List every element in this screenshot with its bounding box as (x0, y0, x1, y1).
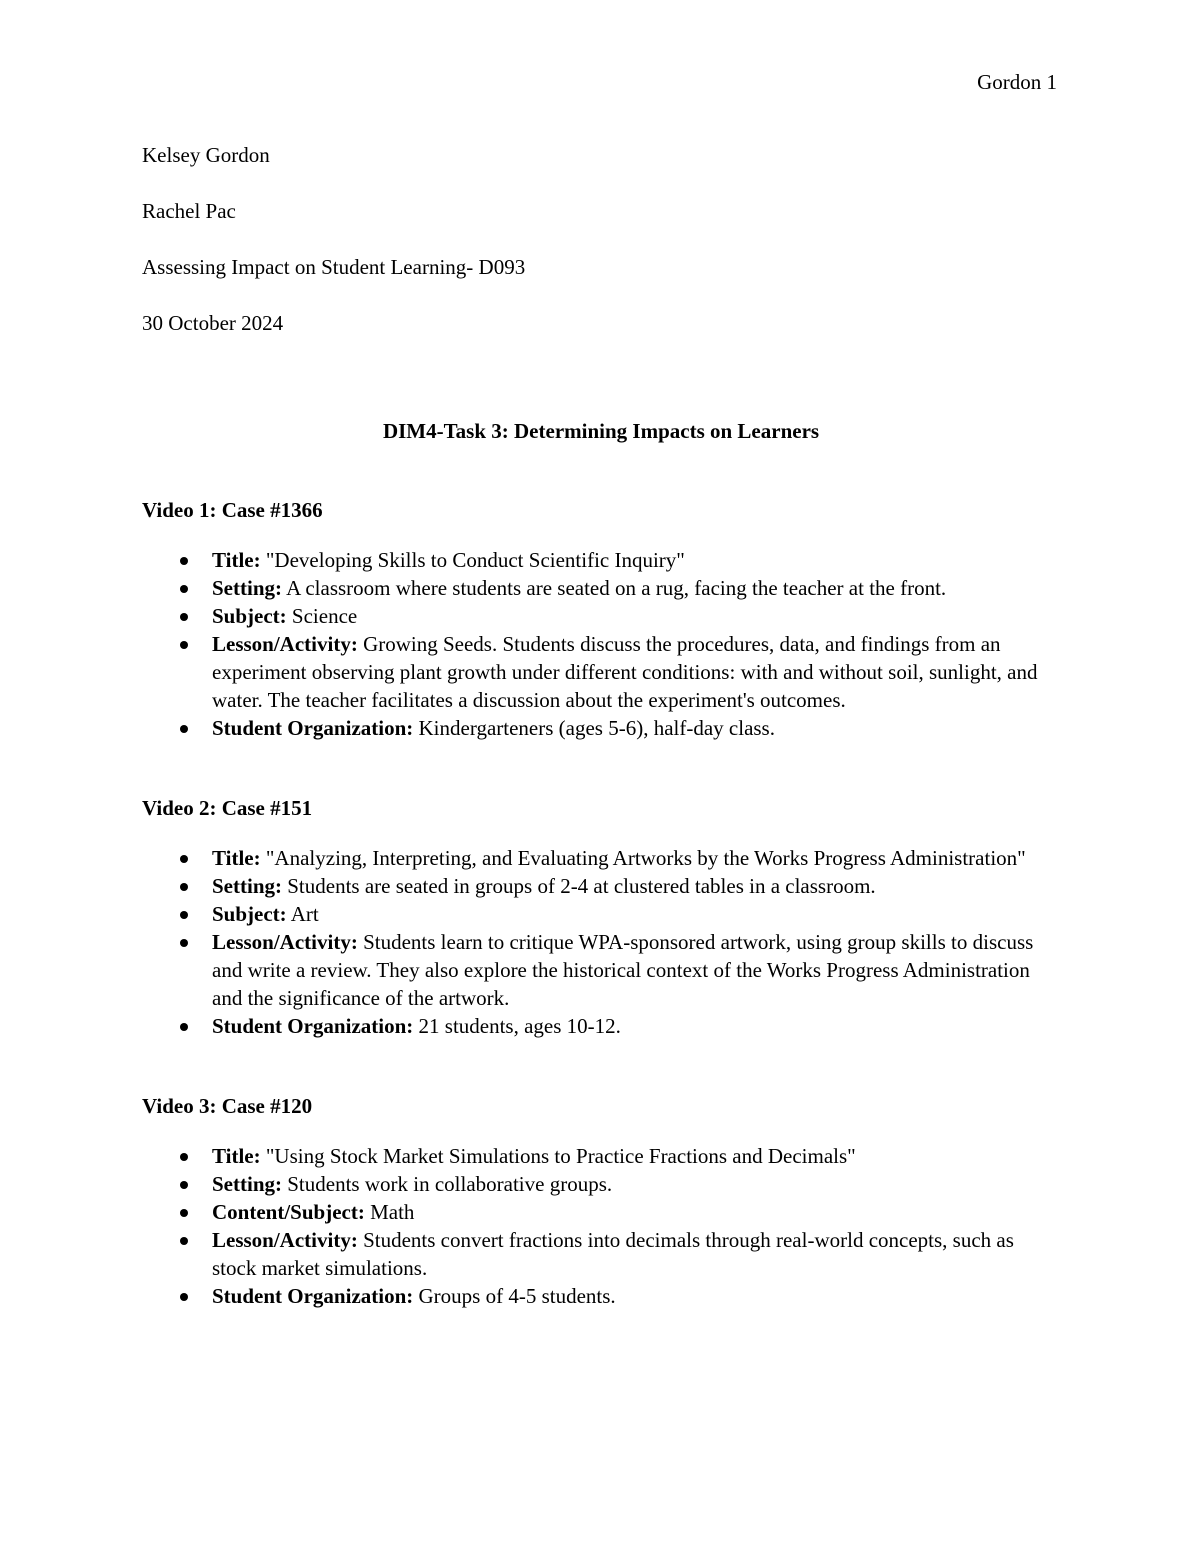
item-text: "Using Stock Market Simulations to Practice Fractions and Decimals" (265, 1144, 856, 1168)
item-text: Math (370, 1200, 415, 1224)
list-item (142, 900, 1060, 928)
item-label: Lesson/Activity: (212, 930, 358, 954)
item-label: Subject: (212, 902, 287, 926)
bullet-icon (180, 1181, 188, 1189)
item-label: Title: (212, 846, 261, 870)
bullet-icon (180, 855, 188, 863)
item-text: "Analyzing, Interpreting, and Evaluating Artworks by the Works Progress Administration" (265, 846, 1026, 870)
list-item (142, 574, 1060, 602)
bullet-icon (180, 725, 188, 733)
item-label: Student Organization: (212, 716, 414, 740)
list-item (142, 602, 1060, 630)
item-label: Setting: (212, 874, 282, 898)
list-item (142, 844, 1060, 872)
bullet-icon (180, 585, 188, 593)
item-text: Science (291, 604, 358, 628)
bullet-icon (180, 613, 188, 621)
item-text: Students convert fractions into decimals through real-world concepts, such as stock market simulations. (212, 1228, 1014, 1280)
bullet-icon (180, 557, 188, 565)
item-label: Title: (212, 1144, 261, 1168)
bullet-icon (180, 1023, 188, 1031)
item-text: 21 students, ages 10-12. (418, 1014, 621, 1038)
bullet-icon (180, 641, 188, 649)
list-item (142, 1282, 1060, 1310)
bullet-icon (180, 883, 188, 891)
item-label: Lesson/Activity: (212, 632, 358, 656)
course-name: Assessing Impact on Student Learning- D093 (142, 255, 526, 279)
item-text: Students learn to critique WPA-sponsored artwork, using group skills to discuss and write a review. They also explore the historical context of the Works Progress Administration and the significance of the artwork. (212, 930, 1034, 1010)
item-text: "Developing Skills to Conduct Scientific Inquiry" (265, 548, 685, 572)
item-label: Setting: (212, 1172, 282, 1196)
item-text: Students are seated in groups of 2-4 at clustered tables in a classroom. (287, 874, 876, 898)
item-label: Title: (212, 548, 261, 572)
document-date: 30 October 2024 (142, 311, 284, 335)
list-item (142, 714, 1060, 742)
video-heading: Video 1: Case #1366 (142, 498, 323, 522)
item-label: Subject: (212, 604, 287, 628)
bullet-icon (180, 911, 188, 919)
item-label: Student Organization: (212, 1014, 414, 1038)
list-item (142, 1012, 1060, 1040)
video-details-list (142, 844, 1060, 1040)
item-text: A classroom where students are seated on a rug, facing the teacher at the front. (286, 576, 947, 600)
item-text: Groups of 4-5 students. (418, 1284, 616, 1308)
item-text: Growing Seeds. Students discuss the procedures, data, and findings from an experiment observing plant growth under different conditions: with and without soil, sunlight, and water. The teacher facilitates a discussion about the experiment's outcomes. (212, 632, 1038, 712)
bullet-icon (180, 1293, 188, 1301)
video-details-list (142, 546, 1060, 742)
item-label: Setting: (212, 576, 282, 600)
student-name: Kelsey Gordon (142, 143, 270, 167)
list-item (142, 546, 1060, 574)
video-heading: Video 3: Case #120 (142, 1094, 313, 1118)
list-item (142, 872, 1060, 900)
list-item (142, 1142, 1060, 1170)
item-label: Student Organization: (212, 1284, 414, 1308)
list-item (142, 928, 1060, 1012)
document-title: DIM4-Task 3: Determining Impacts on Learners (382, 419, 820, 443)
video-details-list (142, 1142, 1060, 1310)
item-text: Art (290, 902, 319, 926)
list-item (142, 1226, 1060, 1282)
document-body (142, 141, 1060, 1310)
bullet-icon (180, 939, 188, 947)
item-label: Lesson/Activity: (212, 1228, 358, 1252)
bullet-icon (180, 1237, 188, 1245)
instructor-name: Rachel Pac (142, 199, 236, 223)
list-item (142, 1198, 1060, 1226)
item-text: Kindergarteners (ages 5-6), half-day class. (418, 716, 775, 740)
item-label: Content/Subject: (212, 1200, 365, 1224)
list-item (142, 630, 1060, 714)
bullet-icon (180, 1209, 188, 1217)
item-text: Students work in collaborative groups. (287, 1172, 613, 1196)
page-header-number: Gordon 1 (977, 70, 1057, 94)
bullet-icon (180, 1153, 188, 1161)
list-item (142, 1170, 1060, 1198)
video-heading: Video 2: Case #151 (142, 796, 313, 820)
